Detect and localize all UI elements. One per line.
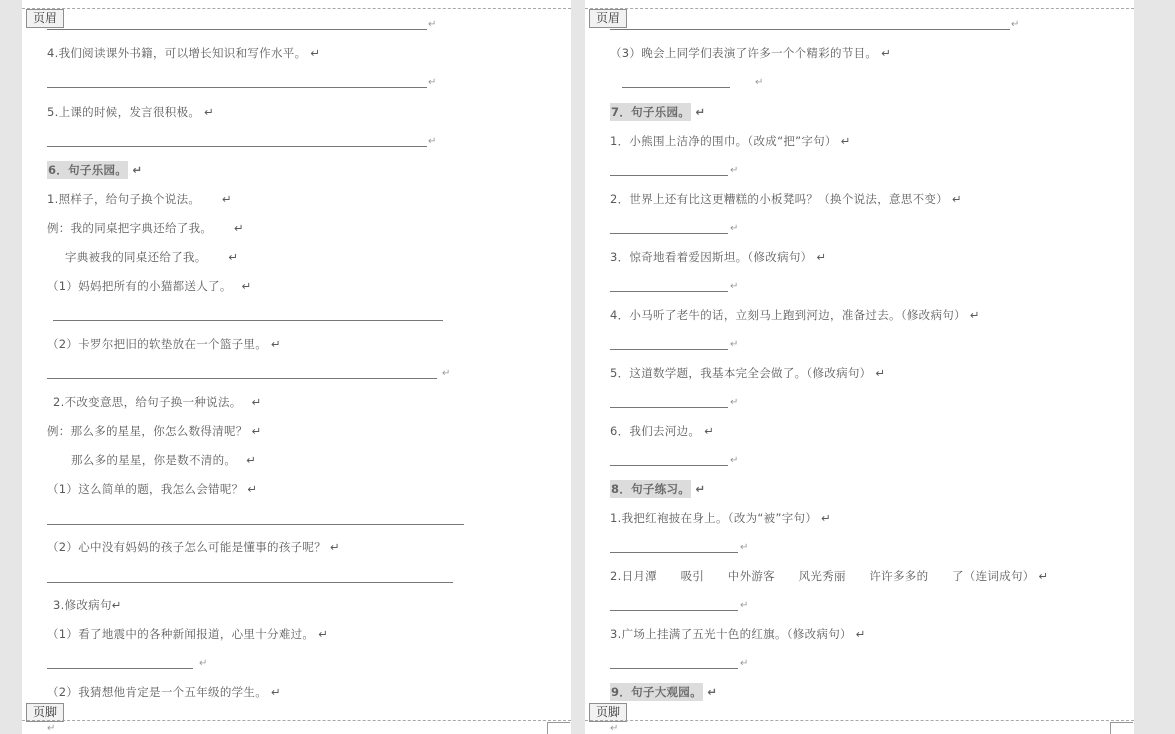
instruction-line: 2.不改变意思，给句子换一种说法。 ↵: [53, 395, 262, 409]
paragraph-mark: ↵: [730, 397, 739, 408]
question-line: 1．小熊围上洁净的围巾。（改成“把”字句） ↵: [610, 134, 851, 148]
instruction-line: 1.照样子，给句子换个说法。 ↵: [47, 192, 232, 206]
answer-blank[interactable]: [47, 582, 453, 583]
answer-blank[interactable]: [610, 668, 738, 669]
document-page-left: [22, 0, 571, 734]
question-line: 5.上课的时候，发言很积极。 ↵: [47, 105, 215, 119]
section-heading: 9．句子大观园。 ↵: [611, 685, 718, 699]
footer-boundary: [585, 720, 1134, 721]
example-line: 字典被我的同桌还给了我。 ↵: [65, 250, 239, 264]
paragraph-mark: ↵: [730, 223, 739, 234]
answer-blank[interactable]: [53, 320, 443, 321]
page-corner-mark: [547, 722, 570, 734]
answer-blank[interactable]: [610, 552, 738, 553]
answer-blank[interactable]: [47, 146, 427, 147]
question-line: 4.我们阅读课外书籍，可以增长知识和写作水平。 ↵: [47, 46, 321, 60]
paragraph-mark: ↵: [730, 165, 739, 176]
answer-blank[interactable]: [47, 668, 193, 669]
answer-blank[interactable]: [610, 175, 728, 176]
header-tag[interactable]: 页眉: [26, 9, 64, 28]
header-boundary: [22, 8, 571, 9]
answer-blank[interactable]: [47, 524, 464, 525]
footer-tag[interactable]: 页脚: [26, 703, 64, 722]
paragraph-mark: ↵: [740, 542, 749, 553]
answer-blank[interactable]: [610, 29, 1010, 30]
answer-blank[interactable]: [610, 465, 728, 466]
header-tag[interactable]: 页眉: [589, 9, 627, 28]
paragraph-mark: ↵: [47, 723, 56, 734]
paragraph-mark: ↵: [730, 455, 739, 466]
answer-blank[interactable]: [610, 349, 728, 350]
answer-blank[interactable]: [47, 29, 427, 30]
question-line: 3.广场上挂满了五光十色的红旗。（修改病句） ↵: [610, 627, 866, 641]
footer-boundary: [22, 720, 571, 721]
answer-blank[interactable]: [610, 233, 728, 234]
instruction-line: 3.修改病句↵: [53, 598, 122, 612]
paragraph-mark: ↵: [730, 281, 739, 292]
paragraph-mark: ↵: [610, 723, 619, 734]
question-line: 4．小马听了老牛的话，立刻马上跑到河边，准备过去。（修改病句） ↵: [610, 308, 980, 322]
question-line: （3）晚会上同学们表演了许多一个个精彩的节目。 ↵: [610, 46, 892, 60]
paragraph-mark: ↵: [428, 136, 437, 147]
answer-blank[interactable]: [610, 610, 738, 611]
paragraph-mark: ↵: [199, 658, 208, 669]
paragraph-mark: ↵: [740, 658, 749, 669]
question-line: （2）卡罗尔把旧的软垫放在一个篮子里。 ↵: [47, 337, 281, 351]
paragraph-mark: ↵: [755, 77, 764, 88]
answer-blank[interactable]: [47, 378, 437, 379]
paragraph-mark: ↵: [428, 77, 437, 88]
paragraph-mark: ↵: [740, 600, 749, 611]
question-line: （1）这么简单的题，我怎么会错呢？ ↵: [47, 482, 258, 496]
document-page-right: [585, 0, 1134, 734]
question-line: （1）妈妈把所有的小猫都送人了。 ↵: [47, 279, 252, 293]
paragraph-mark: ↵: [428, 19, 437, 30]
section-heading: 8．句子练习。 ↵: [611, 482, 706, 496]
footer-tag[interactable]: 页脚: [589, 703, 627, 722]
header-boundary: [585, 8, 1134, 9]
question-line: 3．惊奇地看着爱因斯坦。（修改病句） ↵: [610, 250, 827, 264]
question-line: 1.我把红袍披在身上。（改为“被”字句） ↵: [610, 511, 832, 525]
question-line: 2.日月潭 吸引 中外游客 风光秀丽 许许多多的 了（连词成句） ↵: [610, 569, 1049, 583]
answer-blank[interactable]: [622, 87, 730, 88]
question-line: 5．这道数学题，我基本完全会做了。（修改病句） ↵: [610, 366, 886, 380]
paragraph-mark: ↵: [730, 339, 739, 350]
question-line: 2．世界上还有比这更糟糕的小板凳吗？（换个说法，意思不变） ↵: [610, 192, 962, 206]
example-line: 例：那么多的星星，你怎么数得清呢？ ↵: [47, 424, 262, 438]
question-line: （1）看了地震中的各种新闻报道，心里十分难过。 ↵: [47, 627, 329, 641]
answer-blank[interactable]: [610, 407, 728, 408]
page-corner-mark: [1110, 722, 1133, 734]
answer-blank[interactable]: [47, 87, 427, 88]
section-heading: 7．句子乐园。 ↵: [611, 105, 706, 119]
section-heading: 6．句子乐园。 ↵: [48, 163, 143, 177]
paragraph-mark: ↵: [442, 368, 451, 379]
question-line: 6．我们去河边。 ↵: [610, 424, 715, 438]
example-line: 那么多的星星，你是数不清的。 ↵: [71, 453, 257, 467]
question-line: （2）我猜想他肯定是一个五年级的学生。 ↵: [47, 685, 281, 699]
question-line: （2）心中没有妈妈的孩子怎么可能是懂事的孩子呢？ ↵: [47, 540, 340, 554]
paragraph-mark: ↵: [1011, 19, 1020, 30]
example-line: 例：我的同桌把字典还给了我。 ↵: [47, 221, 244, 235]
answer-blank[interactable]: [610, 291, 728, 292]
